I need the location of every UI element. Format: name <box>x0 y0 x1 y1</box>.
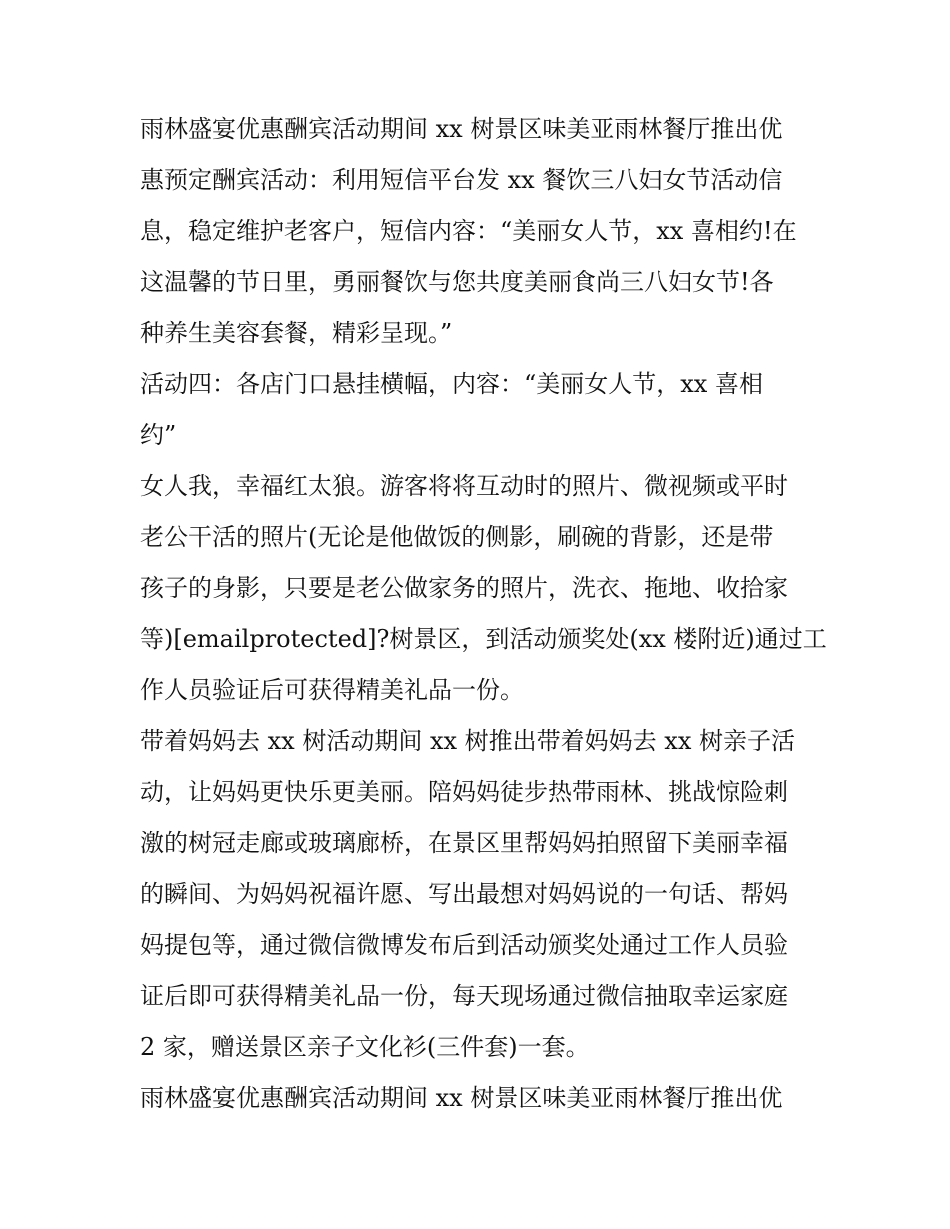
text-line: 雨林盛宴优惠酬宾活动期间 xx 树景区味美亚雨林餐厅推出优 <box>140 115 783 143</box>
text-line: 约” <box>140 421 177 449</box>
text-line: 作人员验证后可获得精美礼品一份。 <box>140 676 524 704</box>
text-line: 证后即可获得精美礼品一份，每天现场通过微信抽取幸运家庭 <box>140 982 788 1010</box>
text-line: 活动四：各店门口悬挂横幅，内容：“美丽女人节，xx 喜相 <box>140 370 763 398</box>
text-line: 妈提包等，通过微信微博发布后到活动颁奖处通过工作人员验 <box>140 931 788 959</box>
text-line: 带着妈妈去 xx 树活动期间 xx 树推出带着妈妈去 xx 树亲子活 <box>140 727 795 755</box>
text-line: 孩子的身影，只要是老公做家务的照片，洗衣、拖地、收拾家 <box>140 574 788 602</box>
text-line: 息，稳定维护老客户，短信内容：“美丽女人节，xx 喜相约!在 <box>140 217 797 245</box>
text-line: 激的树冠走廊或玻璃廊桥，在景区里帮妈妈拍照留下美丽幸福 <box>140 829 788 857</box>
text-line: 惠预定酬宾活动：利用短信平台发 xx 餐饮三八妇女节活动信 <box>140 166 783 194</box>
text-line: 2 家，赠送景区亲子文化衫(三件套)一套。 <box>140 1033 590 1061</box>
text-line: 女人我，幸福红太狼。游客将将互动时的照片、微视频或平时 <box>140 472 788 500</box>
text-line: 这温馨的节日里，勇丽餐饮与您共度美丽食尚三八妇女节!各 <box>140 268 774 296</box>
document-body <box>140 104 827 1124</box>
text-line: 种养生美容套餐，精彩呈现。” <box>140 319 453 347</box>
text-line: 动，让妈妈更快乐更美丽。陪妈妈徒步热带雨林、挑战惊险刺 <box>140 778 788 806</box>
text-line: 等)[emailprotected]?树景区，到活动颁奖处(xx 楼附近)通过工 <box>140 625 827 653</box>
text-line: 雨林盛宴优惠酬宾活动期间 xx 树景区味美亚雨林餐厅推出优 <box>140 1084 783 1112</box>
text-line: 老公干活的照片(无论是他做饭的侧影，刷碗的背影，还是带 <box>140 523 774 551</box>
text-line: 的瞬间、为妈妈祝福许愿、写出最想对妈妈说的一句话、帮妈 <box>140 880 788 908</box>
